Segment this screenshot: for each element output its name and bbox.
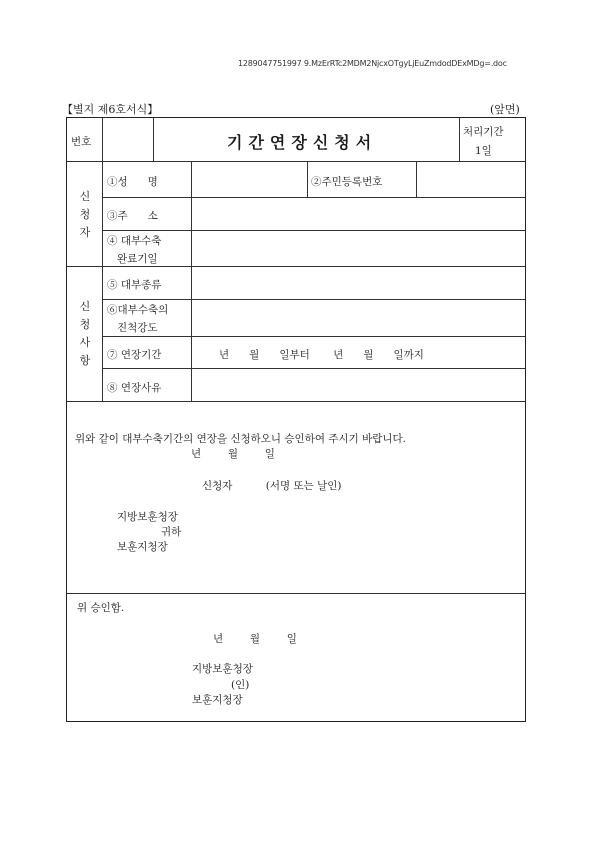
application-form [66, 117, 526, 722]
col-divider [153, 118, 154, 161]
approval-seal: (인) [231, 679, 250, 691]
completion-date-label: ④ 대부수축 [107, 235, 162, 247]
row-divider [102, 230, 525, 231]
approval-text: 위 승인함. [77, 602, 125, 614]
name-label: ①성 명 [107, 176, 158, 188]
progress-label: ⑥대부수축의 [107, 304, 169, 316]
extension-period-value: 년 월 일부터 년 월 일까지 [219, 349, 424, 361]
addressee-honorific: 귀하 [161, 526, 182, 538]
processing-period-value: 1일 [475, 145, 492, 157]
loan-type-label: ⑤ 대부종류 [107, 279, 162, 291]
addressee-branch-office: 보훈지청장 [117, 541, 168, 553]
number-label: 번호 [71, 136, 92, 148]
address-label: ③주 소 [107, 210, 158, 222]
request-section-label: 신 청 사 항 [79, 300, 91, 367]
applicant-section-label: 신 청 자 [79, 190, 91, 239]
addressee-regional-office: 지방보훈청장 [117, 511, 178, 523]
row-divider [102, 368, 525, 369]
form-number: 【별지 제6호서식】 [62, 103, 159, 116]
row-divider [67, 161, 525, 162]
extension-period-label: ⑦ 연장기간 [107, 349, 162, 361]
completion-date-label-2: 완료기일 [117, 253, 158, 265]
extension-reason-label: ⑧ 연장사유 [107, 382, 162, 394]
row-divider [67, 593, 525, 594]
col-divider [416, 161, 417, 197]
row-divider [67, 401, 525, 402]
processing-period-label: 처리기간 [463, 126, 504, 138]
form-title: 기간연장신청서 [227, 133, 378, 152]
row-divider [102, 197, 525, 198]
file-name: 1289047751997 9.MzErRTc2MDM2NjcxOTgyLjEuZmdodDExMDg=.doc [238, 59, 507, 68]
statement-text: 위와 같이 대부수축기간의 연장을 신청하오니 승인하여 주시기 바랍니다. [75, 433, 406, 445]
approval-date: 년 월 일 [213, 633, 297, 645]
page-side-label: (앞면) [490, 103, 520, 116]
statement-date: 년 월 일 [191, 448, 275, 460]
approval-regional-office: 지방보훈청장 [192, 663, 253, 675]
col-divider [307, 161, 308, 197]
col-divider [102, 118, 103, 401]
row-divider [102, 336, 525, 337]
applicant-signature-line: 신청자 (서명 또는 날인) [202, 480, 342, 492]
col-divider [459, 118, 460, 161]
progress-label-2: 진척강도 [117, 322, 158, 334]
approval-branch-office: 보훈지청장 [192, 694, 243, 706]
row-divider [102, 299, 525, 300]
row-divider [67, 266, 525, 267]
resident-id-label: ②주민등록번호 [311, 176, 383, 188]
col-divider [191, 161, 192, 401]
